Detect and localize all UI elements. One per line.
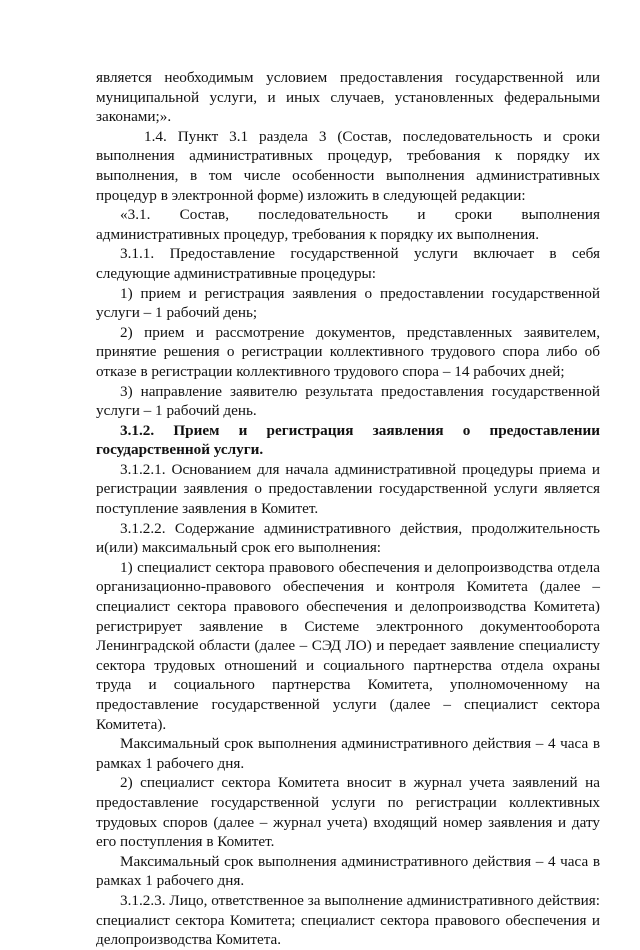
paragraph: Максимальный срок выполнения административного действия – 4 часа в рамках 1 рабочего дня. <box>96 852 600 890</box>
document-page <box>96 68 600 950</box>
paragraph: 1) специалист сектора правового обеспечения и делопроизводства отдела организационно-правового обеспечения и контроля Комитета (далее – специалист сектора правового обеспечения и делопроизводства Комитета) регистрирует заявление в Системе электронного документооборота Ленинградской области (далее – СЭД ЛО) и передает заявление специалисту сектора трудовых отношений и социального партнерства отдела охраны труда и социального партнерства Комитета, уполномоченному на предоставление государственной услуги (далее – специалист сектора Комитета). <box>96 558 600 733</box>
paragraph: Максимальный срок выполнения административного действия – 4 часа в рамках 1 рабочего дня. <box>96 735 600 772</box>
paragraph: 2) прием и рассмотрение документов, представленных заявителем, принятие решения о регистрации коллективного трудового спора либо об отказе в регистрации коллективного трудового спора – 14 рабочих дней; <box>96 323 600 380</box>
paragraph: 3.1.2.3. Лицо, ответственное за выполнение административного действия: специалист сектора Комитета; специалист сектора правового обеспечения и делопроизводства Комитета. <box>96 891 600 949</box>
paragraph: 3) направление заявителю результата предоставления государственной услуги – 1 рабочий день. <box>96 382 600 420</box>
paragraph: 2) специалист сектора Комитета вносит в журнал учета заявлений на предоставление государственной услуги по регистрации коллективных трудовых споров (далее – журнал учета) входящий номер заявления и дату его поступления в Комитет. <box>96 774 600 851</box>
paragraph: является необходимым условием предоставления государственной или муниципальной услуги, и иных случаев, установленных федеральными законами;». <box>96 69 600 126</box>
paragraph: «3.1. Состав, последовательность и сроки выполнения административных процедур, требования к порядку их выполнения. <box>96 206 600 243</box>
paragraph: 3.1.2.2. Содержание административного действия, продолжительность и(или) максимальный срок его выполнения: <box>96 519 600 557</box>
paragraph: 1.4. Пункт 3.1 раздела 3 (Состав, последовательность и сроки выполнения административных процедур, требования к порядку их выполнения, в том числе особенности выполнения административных процедур в электронной форме) изложить в следующей редакции: <box>96 127 600 204</box>
paragraph: 3.1.2.1. Основанием для начала административной процедуры приема и регистрации заявления о предоставлении государственной услуги является поступление заявления в Комитет. <box>96 460 600 518</box>
paragraph: 1) прием и регистрация заявления о предоставлении государственной услуги – 1 рабочий день; <box>96 284 600 322</box>
paragraph: 3.1.1. Предоставление государственной услуги включает в себя следующие административные процедуры: <box>96 245 600 282</box>
paragraph: 3.1.2. Прием и регистрация заявления о предоставлении государственной услуги. <box>96 421 600 459</box>
